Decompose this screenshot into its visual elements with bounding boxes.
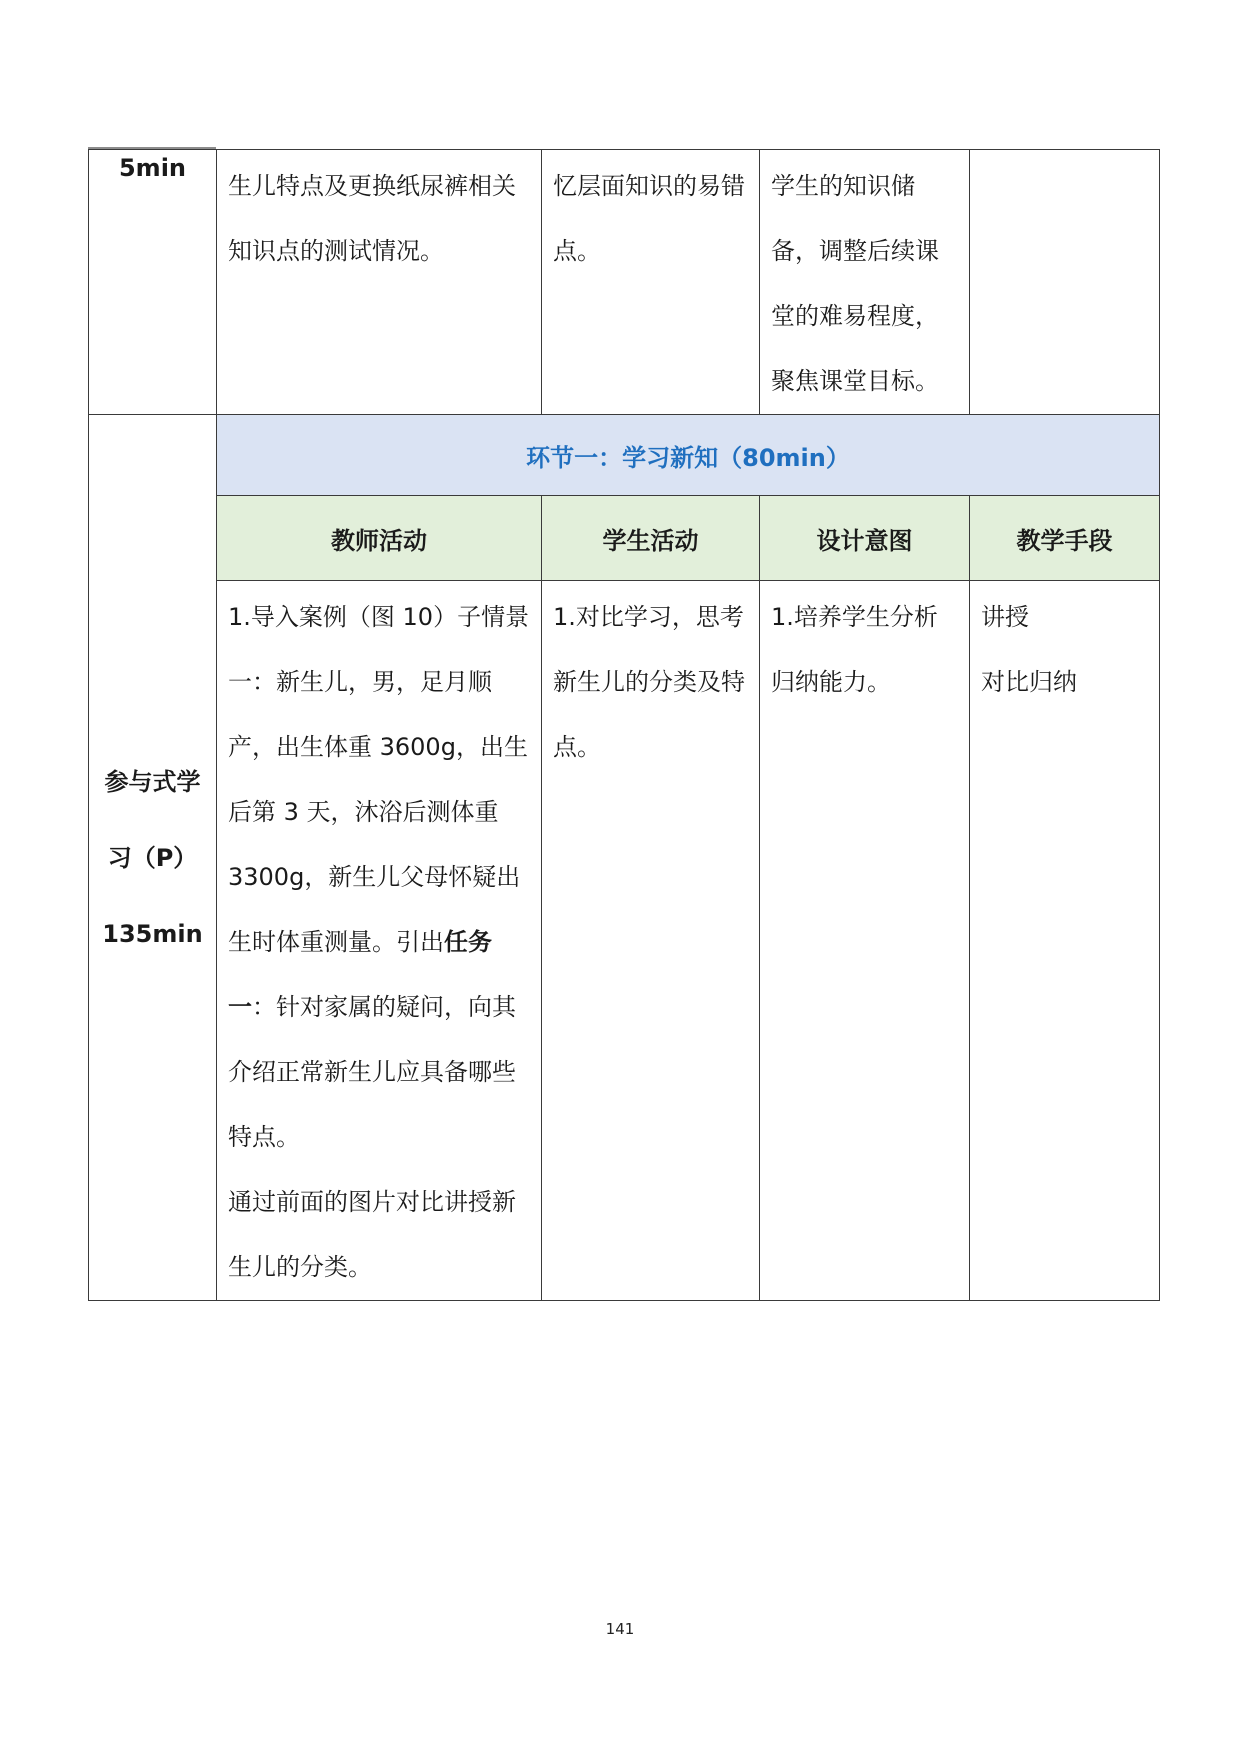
lesson-plan-table bbox=[88, 149, 1160, 1301]
teacher-activity-text bbox=[217, 581, 541, 1300]
student-activity-cell bbox=[542, 581, 760, 1301]
header-teacher-activity: 教师活动 bbox=[217, 496, 542, 581]
time-label: 5min bbox=[118, 154, 187, 182]
page-number: 141 bbox=[605, 1620, 635, 1638]
section-title-cell bbox=[217, 415, 1160, 496]
teacher-activity-cell bbox=[217, 150, 542, 415]
design-intent-cell bbox=[760, 581, 970, 1301]
header-student-activity: 学生活动 bbox=[542, 496, 760, 581]
phase-cell bbox=[89, 415, 217, 1301]
table-row bbox=[89, 581, 1160, 1301]
section-title: 环节一：学习新知（80min） bbox=[526, 443, 850, 472]
design-intent-text: 1.培养学生分析归纳能力。 bbox=[771, 603, 938, 696]
design-intent-cell bbox=[760, 150, 970, 415]
teaching-means-cell bbox=[970, 150, 1160, 415]
phase-label-line1: 参与式学 bbox=[104, 767, 201, 796]
teaching-means-text bbox=[970, 150, 1159, 154]
student-activity-text: 1.对比学习，思考新生儿的分类及特点。 bbox=[553, 603, 745, 761]
student-activity-text: 忆层面知识的易错点。 bbox=[553, 172, 745, 265]
teacher-activity-part3: 通过前面的图片对比讲授新生儿的分类。 bbox=[228, 1188, 516, 1281]
table-row bbox=[89, 415, 1160, 496]
teacher-activity-text: 生儿特点及更换纸尿裤相关知识点的测试情况。 bbox=[228, 172, 516, 265]
header-design-intent: 设计意图 bbox=[760, 496, 970, 581]
phase-duration: 135min bbox=[102, 919, 203, 948]
table-header-row bbox=[89, 496, 1160, 581]
teaching-means-text bbox=[970, 581, 1159, 715]
teaching-means-item: 讲授 bbox=[981, 603, 1029, 631]
time-cell bbox=[89, 150, 217, 415]
header-teaching-means: 教学手段 bbox=[970, 496, 1160, 581]
phase-label-line2: 习（P） bbox=[107, 843, 198, 872]
design-intent-text: 学生的知识储备，调整后续课堂的难易程度，聚焦课堂目标。 bbox=[771, 172, 939, 395]
table-row bbox=[89, 150, 1160, 415]
teaching-means-cell bbox=[970, 581, 1160, 1301]
student-activity-cell bbox=[542, 150, 760, 415]
task-label: 任务一 bbox=[228, 928, 492, 1021]
teaching-means-item: 对比归纳 bbox=[981, 668, 1077, 696]
teacher-activity-cell bbox=[217, 581, 542, 1301]
teacher-activity-part2: ：针对家属的疑问，向其介绍正常新生儿应具备哪些特点。 bbox=[228, 993, 516, 1151]
teacher-activity-part1: 1.导入案例（图 10）子情景一：新生儿，男，足月顺产，出生体重 3600g，出生后第 3 天，沐浴后测体重 3300g，新生儿父母怀疑出生时体重测量。引出 bbox=[228, 603, 530, 956]
